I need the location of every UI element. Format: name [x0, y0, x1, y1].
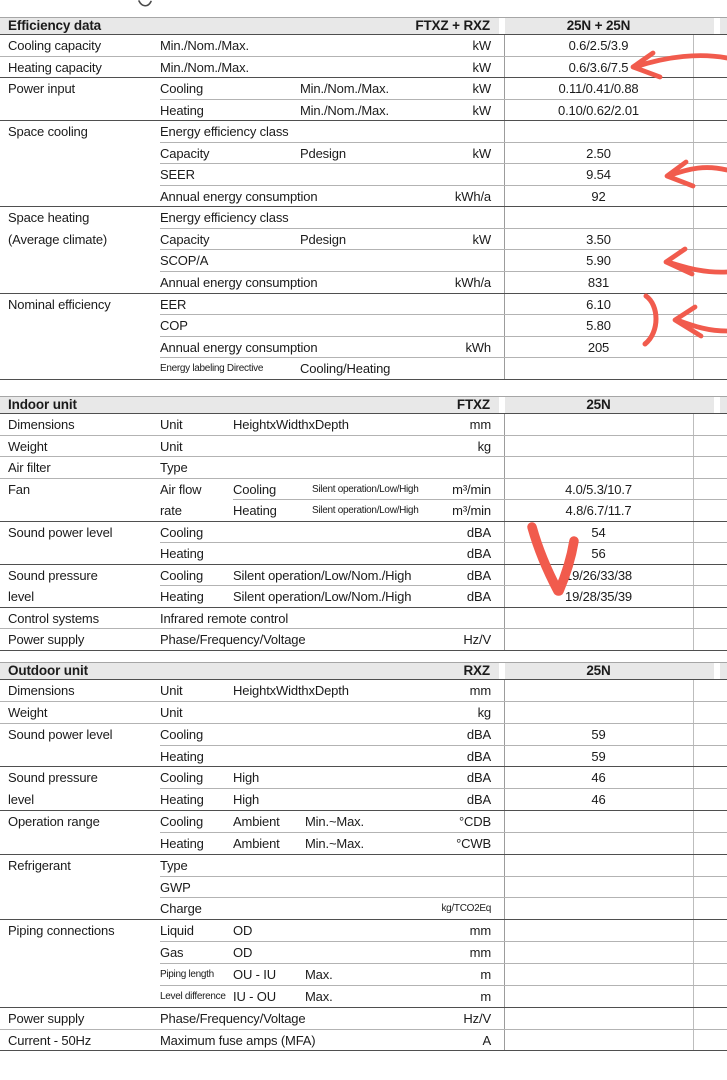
table-row — [0, 833, 727, 855]
spec-cell: Max. — [305, 966, 333, 982]
spec-cell: Ambient — [233, 814, 280, 830]
row-label: Control systems — [8, 610, 99, 626]
value-cell: 46 — [591, 770, 606, 786]
table-row — [0, 855, 727, 877]
spec-cell: Cooling/Heating — [300, 361, 391, 377]
value-cell: 46 — [591, 792, 606, 808]
unit-cell: dBA — [466, 748, 491, 764]
value-cell: 19/26/33/38 — [564, 567, 633, 583]
header-column-gap — [714, 663, 720, 679]
row-label: level — [8, 792, 34, 808]
unit-cell: dBA — [466, 792, 491, 808]
row-label: (Average climate) — [8, 231, 108, 247]
table-row — [0, 522, 727, 544]
table-row — [0, 207, 727, 229]
model-variant-header: 25N — [586, 397, 611, 412]
row-label: level — [8, 589, 34, 605]
row-label: Operation range — [8, 814, 100, 830]
spec-cell: Maximum fuse amps (MFA) — [160, 1032, 316, 1048]
table-row — [0, 724, 727, 746]
unit-cell: dBA — [466, 567, 491, 583]
row-label: Power input — [8, 81, 75, 97]
spec-cell: Cooling — [160, 524, 204, 540]
table-row — [0, 702, 727, 724]
value-cell: 9.54 — [586, 167, 611, 183]
spec-cell: HeightxWidthxDepth — [233, 683, 349, 698]
table-row — [0, 543, 727, 565]
value-cell: 0.11/0.41/0.88 — [558, 81, 639, 97]
table-row — [0, 164, 727, 186]
value-cell: 5.90 — [586, 253, 611, 269]
section-title: Outdoor unit — [8, 663, 88, 678]
model-series-header: RXZ — [463, 663, 490, 678]
value-cell: 205 — [587, 339, 610, 355]
spec-cell: Min.~Max. — [305, 835, 364, 851]
spec-cell: Min./Nom./Max. — [300, 81, 389, 97]
spec-cell: Heating — [160, 835, 204, 851]
value-cell: 0.6/3.6/7.5 — [568, 59, 629, 75]
table-row — [0, 898, 727, 920]
spec-cell: OD — [233, 945, 253, 961]
spec-cell: Heating — [160, 102, 204, 118]
unit-cell: m³/min — [452, 481, 491, 497]
spec-cell: Min./Nom./Max. — [160, 59, 249, 75]
row-label: Space cooling — [8, 124, 88, 140]
spec-cell: Capacity — [160, 231, 210, 247]
spec-cell: HeightxWidthxDepth — [233, 417, 349, 432]
table-row — [0, 143, 727, 165]
spec-cell: IU - OU — [233, 988, 277, 1004]
spec-cell: Heating — [233, 503, 277, 519]
table-row — [0, 250, 727, 272]
unit-cell: kW — [472, 59, 491, 75]
unit-cell: kg/TCO2Eq — [441, 903, 491, 915]
unit-cell: kWh/a — [454, 188, 491, 204]
table-row — [0, 414, 727, 436]
spec-cell: Heating — [160, 589, 204, 605]
unit-cell: mm — [469, 683, 491, 698]
row-label: Weight — [8, 704, 48, 720]
row-label: Space heating — [8, 210, 90, 226]
table-row — [0, 100, 727, 122]
spec-cell: Air flow — [160, 481, 202, 497]
spec-cell: Cooling — [160, 81, 204, 97]
spec-cell: Annual energy consumption — [160, 275, 318, 291]
unit-cell: dBA — [466, 726, 491, 742]
header-column-gap — [499, 18, 505, 34]
spec-cell: SEER — [160, 167, 195, 183]
unit-cell: m — [480, 988, 491, 1004]
table-row — [0, 315, 727, 337]
spec-cell: Phase/Frequency/Voltage — [160, 1010, 306, 1026]
spec-cell: Heating — [160, 792, 204, 808]
table-row — [0, 78, 727, 100]
spec-cell: Unit — [160, 704, 183, 720]
unit-cell: dBA — [466, 524, 491, 540]
spec-cell: Cooling — [160, 726, 204, 742]
value-cell: 59 — [591, 748, 606, 764]
spec-cell: Silent operation/Low/High — [312, 505, 419, 517]
table-row — [0, 680, 727, 702]
table-row — [0, 57, 727, 79]
unit-cell: kWh — [465, 339, 491, 355]
spec-cell: Infrared remote control — [160, 610, 289, 626]
table-header — [0, 17, 727, 35]
table-header — [0, 396, 727, 414]
table-row — [0, 186, 727, 208]
table-row — [0, 436, 727, 458]
unit-cell: dBA — [466, 546, 491, 562]
model-series-header: FTXZ + RXZ — [415, 18, 490, 33]
spec-cell: SCOP/A — [160, 253, 209, 269]
value-cell: 2.50 — [586, 145, 611, 161]
table-row — [0, 121, 727, 143]
model-series-header: FTXZ — [456, 397, 490, 412]
table-row — [0, 1008, 727, 1030]
spec-cell: Cooling — [233, 481, 277, 497]
spec-cell: Level difference — [160, 990, 226, 1002]
spec-cell: Cooling — [160, 814, 204, 830]
table-row — [0, 272, 727, 294]
spec-cell: Heating — [160, 748, 204, 764]
spec-cell: EER — [160, 296, 187, 312]
unit-cell: kg — [477, 438, 491, 454]
spec-cell: Max. — [305, 988, 333, 1004]
table-row — [0, 608, 727, 630]
row-label: Piping connections — [8, 923, 115, 939]
cropped-text-fragment — [139, 1, 151, 6]
spec-cell: rate — [160, 503, 182, 519]
unit-cell: °CWB — [456, 835, 491, 851]
spec-cell: Ambient — [233, 835, 280, 851]
value-cell: 6.10 — [586, 296, 611, 312]
row-label: Sound pressure — [8, 567, 98, 583]
spec-cell: Capacity — [160, 145, 210, 161]
table-row — [0, 294, 727, 316]
header-column-gap — [499, 397, 505, 413]
spec-cell: Energy efficiency class — [160, 124, 289, 140]
row-label: Nominal efficiency — [8, 296, 111, 312]
value-cell: 0.6/2.5/3.9 — [568, 38, 629, 53]
spec-cell: Energy labeling Directive — [160, 363, 264, 375]
spec-cell: Unit — [160, 683, 183, 698]
table-row — [0, 767, 727, 789]
table-body — [0, 414, 727, 651]
table-row — [0, 629, 727, 651]
table-row — [0, 877, 727, 899]
value-cell: 3.50 — [586, 231, 611, 247]
table-row — [0, 565, 727, 587]
table-body — [0, 680, 727, 1051]
table-row — [0, 358, 727, 380]
unit-cell: Hz/V — [463, 1010, 491, 1026]
table-row — [0, 500, 727, 522]
spec-cell: Energy efficiency class — [160, 210, 289, 226]
spec-cell: Unit — [160, 438, 183, 454]
table-row — [0, 35, 727, 57]
unit-cell: mm — [469, 945, 491, 961]
table-row — [0, 586, 727, 608]
efficiency-data-table — [0, 17, 727, 380]
spec-cell: COP — [160, 318, 188, 334]
unit-cell: A — [482, 1032, 491, 1048]
table-row — [0, 337, 727, 359]
value-cell: 831 — [587, 275, 610, 291]
spec-cell: Min.~Max. — [305, 814, 364, 830]
unit-cell: dBA — [466, 589, 491, 605]
spec-cell: Silent operation/Low/High — [312, 483, 419, 495]
unit-cell: °CDB — [458, 814, 491, 830]
table-row — [0, 746, 727, 768]
section-title: Efficiency data — [8, 18, 102, 33]
spec-cell: High — [233, 770, 260, 786]
spec-cell: Annual energy consumption — [160, 339, 318, 355]
unit-cell: kW — [472, 231, 491, 247]
spec-cell: Liquid — [160, 923, 194, 939]
unit-cell: mm — [469, 417, 491, 432]
row-label: Heating capacity — [8, 59, 102, 75]
table-row — [0, 942, 727, 964]
table-row — [0, 920, 727, 942]
value-cell: 92 — [591, 188, 606, 204]
unit-cell: kWh/a — [454, 275, 491, 291]
value-cell: 0.10/0.62/2.01 — [557, 102, 640, 118]
outdoor-unit-table — [0, 662, 727, 1051]
table-row — [0, 1030, 727, 1052]
spec-cell: Annual energy consumption — [160, 188, 318, 204]
table-row — [0, 789, 727, 811]
spec-cell: Min./Nom./Max. — [160, 38, 249, 53]
row-label: Refrigerant — [8, 857, 71, 873]
row-label: Dimensions — [8, 683, 75, 698]
value-cell: 5.80 — [586, 318, 611, 334]
model-variant-header: 25N — [586, 663, 611, 678]
spec-cell: Type — [160, 857, 188, 873]
row-label: Power supply — [8, 1010, 85, 1026]
spec-cell: Silent operation/Low/Nom./High — [233, 589, 412, 605]
row-label: Dimensions — [8, 417, 75, 432]
spec-cell: Silent operation/Low/Nom./High — [233, 567, 412, 583]
indoor-unit-table — [0, 396, 727, 651]
unit-cell: kW — [472, 81, 491, 97]
row-label: Cooling capacity — [8, 38, 101, 53]
value-cell: 59 — [591, 726, 606, 742]
row-label: Sound power level — [8, 524, 113, 540]
spec-cell: Piping length — [160, 968, 214, 980]
header-column-gap — [714, 18, 720, 34]
spec-cell: Phase/Frequency/Voltage — [160, 632, 306, 648]
table-row — [0, 811, 727, 833]
spec-cell: Gas — [160, 945, 184, 961]
section-title: Indoor unit — [8, 397, 77, 412]
row-label: Air filter — [8, 460, 51, 476]
spec-cell: OD — [233, 923, 253, 939]
value-cell: 4.0/5.3/10.7 — [565, 481, 632, 497]
spec-cell: Cooling — [160, 567, 204, 583]
header-column-gap — [499, 663, 505, 679]
table-row — [0, 986, 727, 1008]
spec-cell: Pdesign — [300, 145, 346, 161]
model-variant-header: 25N + 25N — [566, 18, 631, 33]
table-body — [0, 35, 727, 380]
row-label: Sound pressure — [8, 770, 98, 786]
spec-cell: GWP — [160, 879, 191, 895]
value-cell: 56 — [591, 546, 606, 562]
value-cell: 54 — [591, 524, 606, 540]
spec-cell: Heating — [160, 546, 204, 562]
table-row — [0, 479, 727, 501]
table-row — [0, 964, 727, 986]
spec-cell: Cooling — [160, 770, 204, 786]
spec-cell: High — [233, 792, 260, 808]
unit-cell: kW — [472, 38, 491, 53]
value-cell: 4.8/6.7/11.7 — [565, 503, 632, 519]
row-label: Current - 50Hz — [8, 1032, 92, 1048]
table-header — [0, 662, 727, 680]
unit-cell: mm — [469, 923, 491, 939]
row-label: Fan — [8, 481, 30, 497]
unit-cell: Hz/V — [463, 632, 491, 648]
unit-cell: kW — [472, 145, 491, 161]
spec-cell: OU - IU — [233, 966, 277, 982]
row-label: Weight — [8, 438, 48, 454]
spec-cell: Unit — [160, 417, 183, 432]
spec-cell: Min./Nom./Max. — [300, 102, 389, 118]
unit-cell: kW — [472, 102, 491, 118]
unit-cell: m³/min — [452, 503, 491, 519]
header-column-gap — [714, 397, 720, 413]
unit-cell: m — [480, 966, 491, 982]
spec-cell: Type — [160, 460, 188, 476]
unit-cell: kg — [477, 704, 491, 720]
value-cell: 19/28/35/39 — [564, 589, 633, 605]
unit-cell: dBA — [466, 770, 491, 786]
spec-cell: Charge — [160, 901, 202, 917]
row-label: Power supply — [8, 632, 85, 648]
row-label: Sound power level — [8, 726, 113, 742]
table-row — [0, 229, 727, 251]
spec-cell: Pdesign — [300, 231, 346, 247]
table-row — [0, 457, 727, 479]
